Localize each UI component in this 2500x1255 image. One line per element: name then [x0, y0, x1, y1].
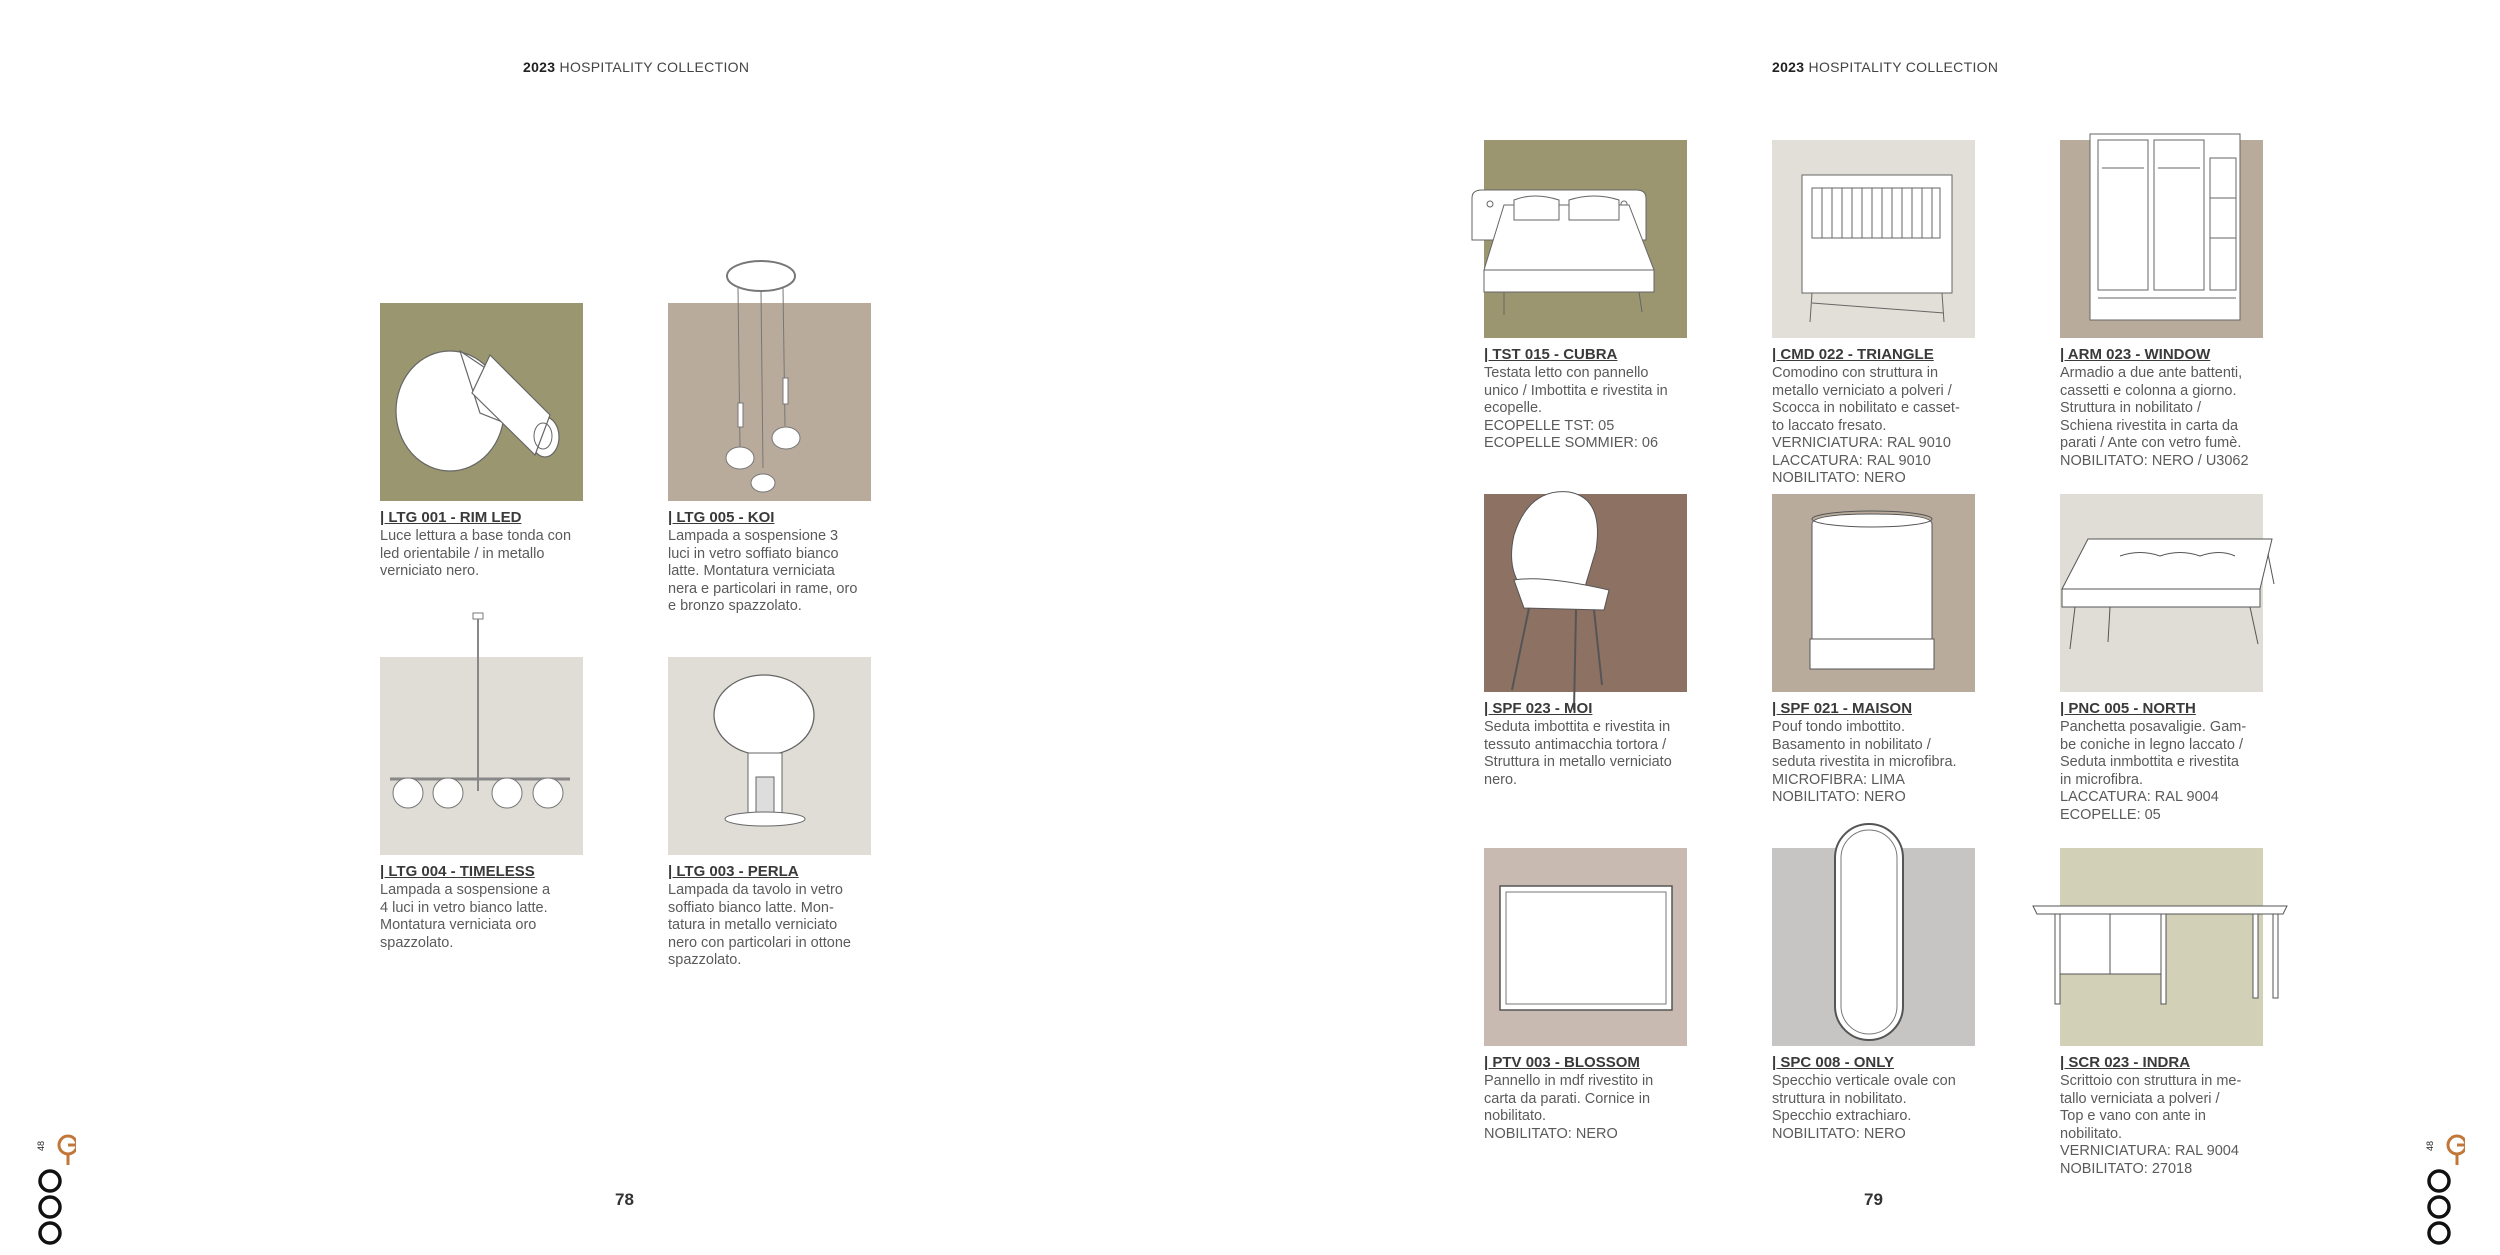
product-caption [1484, 1054, 1689, 1143]
product-title: | SPF 021 - MAISON [1772, 700, 1913, 717]
product-spc-008 [1772, 848, 1977, 1148]
product-description: Comodino con struttura in metallo verniciato a polveri / Scocca in nobilitato e casset- to laccato fresato. VERNICIATURA: RAL 9010 LACCATURA: RAL 9010 NOBILITATO: NERO [1772, 365, 1960, 486]
product-caption [2060, 346, 2265, 470]
page-number-left: 78 [615, 1190, 634, 1209]
brand-logo-right [2425, 1125, 2465, 1255]
product-caption [380, 509, 585, 581]
product-caption [1772, 700, 1977, 807]
product-description: Panchetta posavaligie. Gam- be coniche in legno laccato / Seduta inmbottita e rivestita in microfibra. LACCATURA: RAL 9004 ECOPELLE: 05 [2060, 719, 2247, 823]
product-description: Armadio a due ante battenti, cassetti e colonna a giorno. Struttura in nobilitato / Schiena rivestita in carta da parati / Ante con vetro fumè. NOBILITATO: NERO / U3062 [2060, 365, 2249, 469]
product-caption [2060, 1054, 2265, 1178]
product-description: Lampada a sospensione 3 luci in vetro soffiato bianco latte. Montatura verniciata nera e particolari in rame, oro e bronzo spazzolato. [668, 528, 858, 614]
pouf-illustration [1772, 494, 1975, 692]
product-title: | ARM 023 - WINDOW [2060, 346, 2211, 363]
product-ptv-003 [1484, 848, 1689, 1148]
table-lamp-illustration [668, 657, 871, 855]
logo-number: 48 [36, 1140, 46, 1151]
product-caption [668, 863, 873, 970]
product-caption [1484, 700, 1689, 789]
product-description: Scrittoio con struttura in me- tallo verniciata a polveri / Top e vano con ante in nobilitato. VERNICIATURA: RAL 9004 NOBILITATO: 27018 [2060, 1073, 2242, 1177]
product-tst-015 [1484, 140, 1689, 460]
product-title: | LTG 005 - KOI [668, 509, 775, 526]
page-number-right: 79 [1864, 1190, 1883, 1209]
page-header-left: 2023 HOSPITALITY COLLECTION [523, 59, 750, 75]
product-title: | SCR 023 - INDRA [2060, 1054, 2191, 1071]
product-caption [1772, 1054, 1977, 1143]
nightstand-illustration [1772, 140, 1975, 338]
product-description: Lampada da tavolo in vetro soffiato bianco latte. Mon- tatura in metallo verniciato nero con particolari in ottone spazzolato. [668, 882, 851, 968]
product-title: | LTG 003 - PERLA [668, 863, 799, 880]
product-cmd-022 [1772, 140, 1977, 486]
product-title: | SPC 008 - ONLY [1772, 1054, 1895, 1071]
product-caption [668, 509, 873, 616]
product-title: | PNC 005 - NORTH [2060, 700, 2196, 717]
product-description: Pannello in mdf rivestito in carta da parati. Cornice in nobilitato. NOBILITATO: NERO [1484, 1073, 1654, 1142]
product-title: | PTV 003 - BLOSSOM [1484, 1054, 1640, 1071]
product-title: | CMD 022 - TRIANGLE [1772, 346, 1934, 363]
product-description: Luce lettura a base tonda con led orientabile / in metallo verniciato nero. [380, 528, 572, 579]
product-scr-023 [2060, 848, 2265, 1177]
product-spf-021 [1772, 494, 1977, 805]
product-description: Lampada a sospensione a 4 luci in vetro bianco latte. Montatura verniciata oro spazzolato. [380, 882, 551, 951]
product-caption [2060, 700, 2265, 824]
product-title: | TST 015 - CUBRA [1484, 346, 1618, 363]
reading-lamp-illustration [380, 303, 583, 501]
bench-illustration [2050, 494, 2280, 692]
product-ltg-005 [668, 303, 873, 623]
desk-illustration [2025, 848, 2295, 1046]
product-caption [1772, 346, 1977, 488]
logo-number: 48 [2425, 1140, 2435, 1151]
product-description: Pouf tondo imbottito. Basamento in nobilitato / seduta rivestita in microfibra. MICROFIBRA: LIMA NOBILITATO: NERO [1772, 719, 1957, 805]
panel-illustration [1484, 848, 1687, 1046]
bed-illustration [1464, 140, 1704, 338]
chair-illustration [1484, 480, 1687, 710]
product-pnc-005 [2060, 494, 2265, 823]
product-caption [380, 863, 585, 952]
page-header-right: 2023 HOSPITALITY COLLECTION [1772, 59, 1999, 75]
chandelier-illustration [380, 611, 583, 855]
product-ltg-001 [380, 303, 585, 603]
product-description: Seduta imbottita e rivestita in tessuto antimacchia tortora / Struttura in metallo verniciato nero. [1484, 719, 1672, 788]
wardrobe-illustration [2060, 128, 2270, 338]
product-spf-023 [1484, 494, 1689, 794]
product-arm-023 [2060, 140, 2265, 469]
product-ltg-003 [668, 657, 873, 977]
product-caption [1484, 346, 1689, 453]
product-ltg-004 [380, 657, 585, 957]
mirror-illustration [1772, 818, 1975, 1048]
product-description: Specchio verticale ovale con struttura in nobilitato. Specchio extrachiaro. NOBILITATO: NERO [1772, 1073, 1956, 1142]
product-title: | SPF 023 - MOI [1484, 700, 1593, 717]
product-title: | LTG 004 - TIMELESS [380, 863, 535, 880]
product-title: | LTG 001 - RIM LED [380, 509, 522, 526]
product-description: Testata letto con pannello unico / Imbottita e rivestita in ecopelle. ECOPELLE TST: 05 ECOPELLE SOMMIER: 06 [1484, 365, 1668, 451]
pendant-lamp-illustration [668, 258, 871, 501]
brand-logo-left [36, 1125, 76, 1255]
